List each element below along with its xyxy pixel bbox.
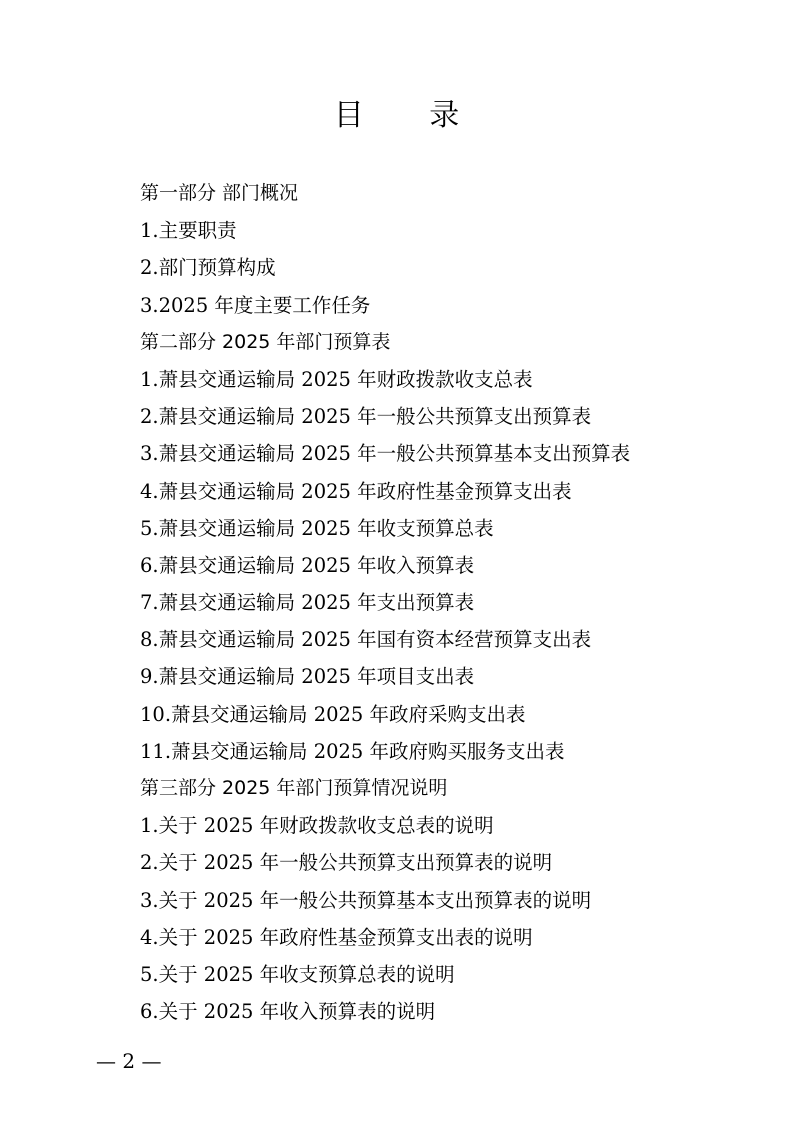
page-title: 目 录	[333, 98, 488, 133]
toc-item: 3.关于 2025 年一般公共预算基本支出预算表的说明	[140, 888, 592, 912]
toc-item: 8.萧县交通运输局 2025 年国有资本经营预算支出表	[140, 628, 592, 652]
toc-item: 1.主要职责	[140, 219, 237, 243]
toc-item: 7.萧县交通运输局 2025 年支出预算表	[140, 591, 475, 615]
toc-item: 4.萧县交通运输局 2025 年政府性基金预算支出表	[140, 479, 572, 503]
page-number: — 2 —	[96, 1049, 162, 1073]
toc-item: 2.关于 2025 年一般公共预算支出预算表的说明	[140, 851, 553, 875]
toc-item: 6.关于 2025 年收入预算表的说明	[140, 1000, 436, 1024]
toc-item: 5.关于 2025 年收支预算总表的说明	[140, 962, 455, 986]
toc-item: 6.萧县交通运输局 2025 年收入预算表	[140, 553, 475, 577]
toc-item: 11.萧县交通运输局 2025 年政府购买服务支出表	[140, 739, 565, 763]
toc-item: 2.萧县交通运输局 2025 年一般公共预算支出预算表	[140, 405, 592, 429]
toc-section-heading: 第三部分 2025 年部门预算情况说明	[140, 777, 448, 799]
toc-item: 2.部门预算构成	[140, 256, 276, 280]
toc-item: 10.萧县交通运输局 2025 年政府采购支出表	[140, 702, 526, 726]
toc-item: 3.2025 年度主要工作任务	[140, 293, 371, 317]
toc-item: 3.萧县交通运输局 2025 年一般公共预算基本支出预算表	[140, 442, 631, 466]
toc-item: 1.萧县交通运输局 2025 年财政拨款收支总表	[140, 367, 533, 391]
table-of-contents	[140, 175, 760, 1030]
toc-item: 9.萧县交通运输局 2025 年项目支出表	[140, 665, 475, 689]
toc-section-heading: 第二部分 2025 年部门预算表	[140, 330, 391, 353]
toc-item: 5.萧县交通运输局 2025 年收支预算总表	[140, 516, 494, 540]
toc-item: 1.关于 2025 年财政拨款收支总表的说明	[140, 814, 494, 838]
toc-item: 4.关于 2025 年政府性基金预算支出表的说明	[140, 925, 533, 949]
toc-section-heading: 第一部分 部门概况	[140, 182, 299, 204]
